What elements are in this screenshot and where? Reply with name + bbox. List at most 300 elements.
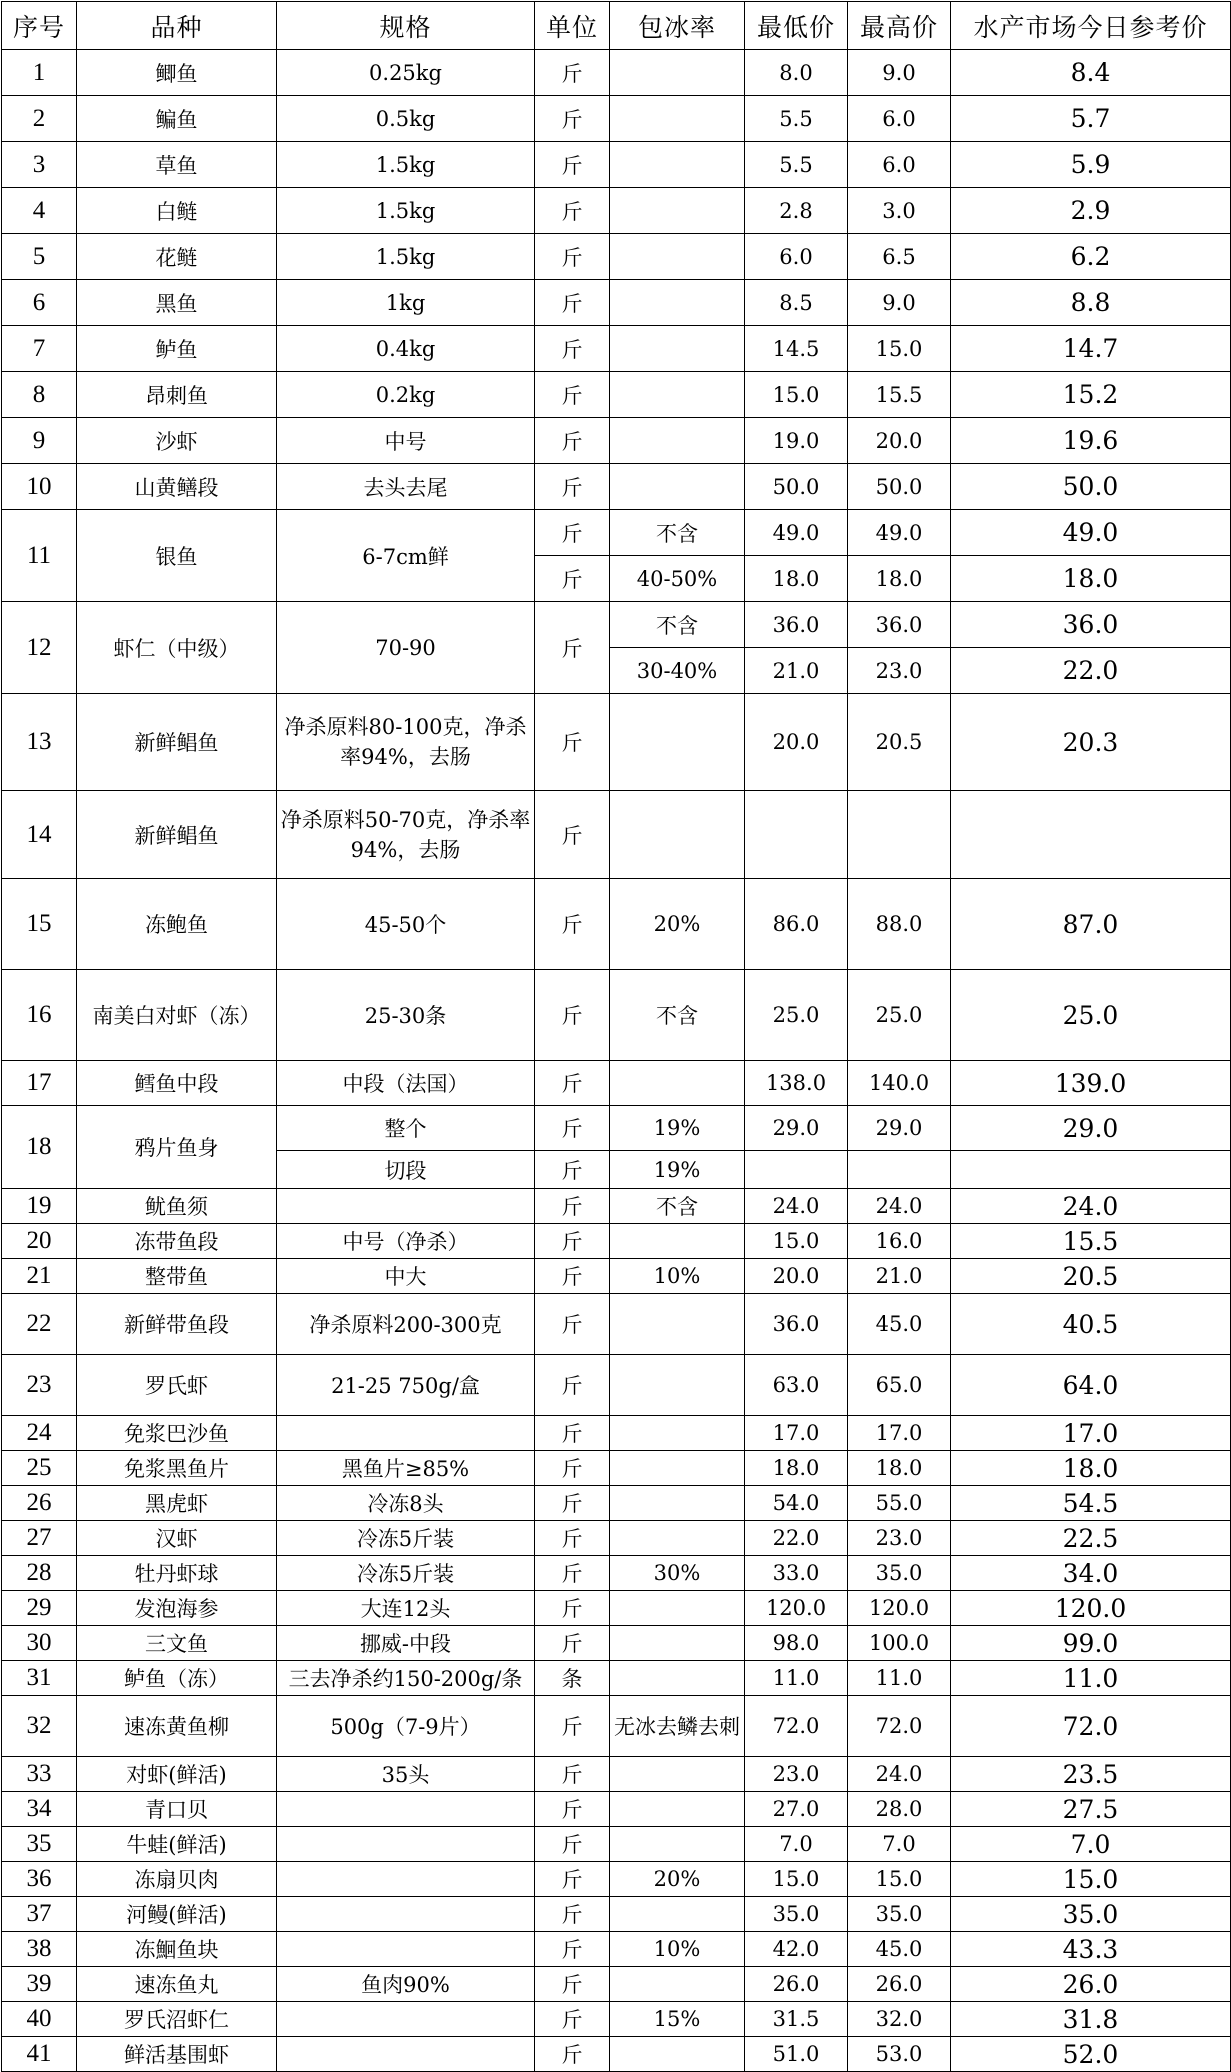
item-spec: 0.4kg bbox=[277, 326, 535, 372]
item-unit: 斤 bbox=[535, 1792, 610, 1827]
item-unit: 斤 bbox=[535, 1932, 610, 1967]
item-unit: 斤 bbox=[535, 1591, 610, 1626]
item-unit: 斤 bbox=[535, 1757, 610, 1792]
item-reference-price: 22.5 bbox=[951, 1521, 1231, 1556]
item-min-price: 17.0 bbox=[745, 1416, 848, 1451]
item-reference-price: 36.0 bbox=[951, 602, 1231, 648]
table-row bbox=[2, 1451, 1231, 1486]
item-min-price: 19.0 bbox=[745, 418, 848, 464]
row-number: 24 bbox=[2, 1416, 77, 1451]
item-unit: 斤 bbox=[535, 1061, 610, 1106]
item-ice-rate: 40-50% bbox=[610, 556, 745, 602]
item-spec: 1.5kg bbox=[277, 142, 535, 188]
item-min-price: 18.0 bbox=[745, 556, 848, 602]
item-max-price: 20.5 bbox=[848, 694, 951, 791]
item-unit: 斤 bbox=[535, 556, 610, 602]
item-name: 鱿鱼须 bbox=[77, 1189, 277, 1224]
item-max-price: 88.0 bbox=[848, 879, 951, 970]
item-ice-rate: 19% bbox=[610, 1151, 745, 1189]
item-reference-price: 8.4 bbox=[951, 50, 1231, 96]
item-spec bbox=[277, 2002, 535, 2037]
table-row bbox=[2, 1521, 1231, 1556]
item-unit: 斤 bbox=[535, 1355, 610, 1416]
item-ice-rate bbox=[610, 1294, 745, 1355]
item-reference-price: 87.0 bbox=[951, 879, 1231, 970]
item-reference-price: 5.7 bbox=[951, 96, 1231, 142]
item-name: 南美白对虾（冻） bbox=[77, 970, 277, 1061]
item-min-price: 36.0 bbox=[745, 602, 848, 648]
item-min-price: 24.0 bbox=[745, 1189, 848, 1224]
item-reference-price: 8.8 bbox=[951, 280, 1231, 326]
item-name: 鲫鱼 bbox=[77, 50, 277, 96]
item-unit: 斤 bbox=[535, 510, 610, 556]
row-number: 16 bbox=[2, 970, 77, 1061]
item-ice-rate bbox=[610, 1451, 745, 1486]
table-row bbox=[2, 1626, 1231, 1661]
table-row bbox=[2, 142, 1231, 188]
row-number: 18 bbox=[2, 1106, 77, 1189]
item-max-price: 18.0 bbox=[848, 1451, 951, 1486]
row-number: 17 bbox=[2, 1061, 77, 1106]
item-max-price: 9.0 bbox=[848, 280, 951, 326]
item-name: 新鲜鲳鱼 bbox=[77, 694, 277, 791]
item-max-price: 28.0 bbox=[848, 1792, 951, 1827]
item-name: 白鲢 bbox=[77, 188, 277, 234]
item-min-price: 18.0 bbox=[745, 1451, 848, 1486]
row-number: 23 bbox=[2, 1355, 77, 1416]
item-spec: 挪威-中段 bbox=[277, 1626, 535, 1661]
row-number: 22 bbox=[2, 1294, 77, 1355]
item-spec: 中号 bbox=[277, 418, 535, 464]
item-ice-rate: 10% bbox=[610, 1259, 745, 1294]
item-spec: 0.2kg bbox=[277, 372, 535, 418]
item-ice-rate: 30-40% bbox=[610, 648, 745, 694]
item-min-price: 14.5 bbox=[745, 326, 848, 372]
item-spec: 冷冻8头 bbox=[277, 1486, 535, 1521]
row-number: 39 bbox=[2, 1967, 77, 2002]
item-min-price: 15.0 bbox=[745, 1224, 848, 1259]
table-row bbox=[2, 1792, 1231, 1827]
item-min-price bbox=[745, 1151, 848, 1189]
item-reference-price: 15.2 bbox=[951, 372, 1231, 418]
item-reference-price: 11.0 bbox=[951, 1661, 1231, 1696]
price-table bbox=[1, 1, 1231, 2072]
item-reference-price: 34.0 bbox=[951, 1556, 1231, 1591]
item-spec: 0.25kg bbox=[277, 50, 535, 96]
item-unit: 斤 bbox=[535, 879, 610, 970]
item-ice-rate bbox=[610, 1355, 745, 1416]
item-spec bbox=[277, 1189, 535, 1224]
item-max-price: 25.0 bbox=[848, 970, 951, 1061]
item-max-price: 35.0 bbox=[848, 1897, 951, 1932]
item-reference-price: 52.0 bbox=[951, 2037, 1231, 2072]
item-name: 牛蛙(鲜活) bbox=[77, 1827, 277, 1862]
row-number: 29 bbox=[2, 1591, 77, 1626]
item-max-price: 23.0 bbox=[848, 1521, 951, 1556]
item-max-price: 72.0 bbox=[848, 1696, 951, 1757]
item-unit: 斤 bbox=[535, 1486, 610, 1521]
item-min-price: 36.0 bbox=[745, 1294, 848, 1355]
item-min-price: 8.5 bbox=[745, 280, 848, 326]
item-min-price: 29.0 bbox=[745, 1106, 848, 1151]
item-min-price: 21.0 bbox=[745, 648, 848, 694]
item-spec bbox=[277, 1897, 535, 1932]
table-row bbox=[2, 1294, 1231, 1355]
item-ice-rate bbox=[610, 142, 745, 188]
item-spec: 大连12头 bbox=[277, 1591, 535, 1626]
item-name: 免浆黑鱼片 bbox=[77, 1451, 277, 1486]
row-number: 28 bbox=[2, 1556, 77, 1591]
row-number: 13 bbox=[2, 694, 77, 791]
item-ice-rate bbox=[610, 96, 745, 142]
table-row bbox=[2, 1355, 1231, 1416]
item-name: 冻扇贝肉 bbox=[77, 1862, 277, 1897]
table-row bbox=[2, 326, 1231, 372]
item-spec: 中大 bbox=[277, 1259, 535, 1294]
row-number: 1 bbox=[2, 50, 77, 96]
item-max-price: 100.0 bbox=[848, 1626, 951, 1661]
header-row bbox=[2, 2, 1231, 50]
item-name: 发泡海参 bbox=[77, 1591, 277, 1626]
item-ice-rate: 不含 bbox=[610, 602, 745, 648]
table-row bbox=[2, 1967, 1231, 2002]
table-row bbox=[2, 188, 1231, 234]
item-min-price: 33.0 bbox=[745, 1556, 848, 1591]
item-reference-price: 27.5 bbox=[951, 1792, 1231, 1827]
item-reference-price: 50.0 bbox=[951, 464, 1231, 510]
item-reference-price: 18.0 bbox=[951, 1451, 1231, 1486]
item-unit: 斤 bbox=[535, 234, 610, 280]
item-spec: 1kg bbox=[277, 280, 535, 326]
item-ice-rate bbox=[610, 1661, 745, 1696]
item-spec bbox=[277, 1862, 535, 1897]
item-reference-price: 35.0 bbox=[951, 1897, 1231, 1932]
table-row bbox=[2, 1862, 1231, 1897]
item-spec: 鱼肉90% bbox=[277, 1967, 535, 2002]
item-spec: 三去净杀约150-200g/条 bbox=[277, 1661, 535, 1696]
item-unit: 斤 bbox=[535, 1626, 610, 1661]
item-min-price: 35.0 bbox=[745, 1897, 848, 1932]
item-reference-price: 22.0 bbox=[951, 648, 1231, 694]
item-ice-rate: 19% bbox=[610, 1106, 745, 1151]
item-reference-price: 49.0 bbox=[951, 510, 1231, 556]
item-ice-rate: 不含 bbox=[610, 970, 745, 1061]
item-unit: 斤 bbox=[535, 1189, 610, 1224]
item-max-price: 20.0 bbox=[848, 418, 951, 464]
item-reference-price: 7.0 bbox=[951, 1827, 1231, 1862]
item-reference-price: 20.3 bbox=[951, 694, 1231, 791]
row-number: 2 bbox=[2, 96, 77, 142]
item-min-price: 5.5 bbox=[745, 96, 848, 142]
item-reference-price: 99.0 bbox=[951, 1626, 1231, 1661]
table-row bbox=[2, 1897, 1231, 1932]
item-max-price bbox=[848, 791, 951, 879]
item-spec: 冷冻5斤装 bbox=[277, 1556, 535, 1591]
item-min-price: 6.0 bbox=[745, 234, 848, 280]
item-ice-rate bbox=[610, 1626, 745, 1661]
item-ice-rate bbox=[610, 1967, 745, 2002]
item-ice-rate: 30% bbox=[610, 1556, 745, 1591]
item-reference-price: 20.5 bbox=[951, 1259, 1231, 1294]
item-reference-price: 54.5 bbox=[951, 1486, 1231, 1521]
item-name: 对虾(鲜活) bbox=[77, 1757, 277, 1792]
item-spec: 35头 bbox=[277, 1757, 535, 1792]
item-spec: 切段 bbox=[277, 1151, 535, 1189]
item-reference-price: 19.6 bbox=[951, 418, 1231, 464]
item-min-price: 20.0 bbox=[745, 694, 848, 791]
row-number: 20 bbox=[2, 1224, 77, 1259]
row-number: 15 bbox=[2, 879, 77, 970]
item-reference-price: 5.9 bbox=[951, 142, 1231, 188]
item-reference-price: 26.0 bbox=[951, 1967, 1231, 2002]
row-number: 41 bbox=[2, 2037, 77, 2072]
item-name: 免浆巴沙鱼 bbox=[77, 1416, 277, 1451]
row-number: 35 bbox=[2, 1827, 77, 1862]
item-max-price: 6.5 bbox=[848, 234, 951, 280]
item-reference-price: 24.0 bbox=[951, 1189, 1231, 1224]
table-row bbox=[2, 879, 1231, 970]
item-reference-price: 2.9 bbox=[951, 188, 1231, 234]
item-spec: 净杀原料200-300克 bbox=[277, 1294, 535, 1355]
table-row bbox=[2, 464, 1231, 510]
table-row bbox=[2, 372, 1231, 418]
item-reference-price bbox=[951, 791, 1231, 879]
item-unit: 斤 bbox=[535, 1224, 610, 1259]
row-number: 36 bbox=[2, 1862, 77, 1897]
item-min-price: 98.0 bbox=[745, 1626, 848, 1661]
item-max-price: 45.0 bbox=[848, 1932, 951, 1967]
item-min-price: 72.0 bbox=[745, 1696, 848, 1757]
table-row bbox=[2, 2037, 1231, 2072]
item-name: 冻鲍鱼 bbox=[77, 879, 277, 970]
item-min-price: 50.0 bbox=[745, 464, 848, 510]
item-max-price: 50.0 bbox=[848, 464, 951, 510]
item-max-price: 18.0 bbox=[848, 556, 951, 602]
item-reference-price: 139.0 bbox=[951, 1061, 1231, 1106]
item-unit: 斤 bbox=[535, 1416, 610, 1451]
item-max-price bbox=[848, 1151, 951, 1189]
row-number: 14 bbox=[2, 791, 77, 879]
table-row bbox=[2, 791, 1231, 879]
item-ice-rate: 不含 bbox=[610, 510, 745, 556]
item-min-price: 54.0 bbox=[745, 1486, 848, 1521]
row-number: 9 bbox=[2, 418, 77, 464]
item-spec: 500g（7-9片） bbox=[277, 1696, 535, 1757]
item-min-price: 25.0 bbox=[745, 970, 848, 1061]
item-max-price: 15.0 bbox=[848, 326, 951, 372]
item-min-price: 15.0 bbox=[745, 372, 848, 418]
row-number: 31 bbox=[2, 1661, 77, 1696]
item-min-price: 15.0 bbox=[745, 1862, 848, 1897]
item-min-price: 8.0 bbox=[745, 50, 848, 96]
table-row bbox=[2, 234, 1231, 280]
table-row bbox=[2, 2002, 1231, 2037]
item-spec: 中号（净杀） bbox=[277, 1224, 535, 1259]
item-unit: 斤 bbox=[535, 1967, 610, 2002]
item-ice-rate: 无冰去鳞去刺 bbox=[610, 1696, 745, 1757]
table-row bbox=[2, 1416, 1231, 1451]
table-row bbox=[2, 1661, 1231, 1696]
item-min-price: 86.0 bbox=[745, 879, 848, 970]
item-name: 草鱼 bbox=[77, 142, 277, 188]
item-ice-rate: 15% bbox=[610, 2002, 745, 2037]
item-unit: 斤 bbox=[535, 418, 610, 464]
item-name: 鳕鱼中段 bbox=[77, 1061, 277, 1106]
item-unit: 斤 bbox=[535, 2037, 610, 2072]
item-max-price: 24.0 bbox=[848, 1189, 951, 1224]
item-max-price: 26.0 bbox=[848, 1967, 951, 2002]
item-unit: 斤 bbox=[535, 50, 610, 96]
row-number: 25 bbox=[2, 1451, 77, 1486]
table-row bbox=[2, 1757, 1231, 1792]
item-unit: 斤 bbox=[535, 1521, 610, 1556]
header-unit: 单位 bbox=[535, 2, 610, 50]
header-ice-rate: 包冰率 bbox=[610, 2, 745, 50]
item-ice-rate: 10% bbox=[610, 1932, 745, 1967]
item-ice-rate bbox=[610, 1792, 745, 1827]
item-name: 银鱼 bbox=[77, 510, 277, 602]
item-max-price: 65.0 bbox=[848, 1355, 951, 1416]
item-spec: 黑鱼片≥85% bbox=[277, 1451, 535, 1486]
item-reference-price: 15.0 bbox=[951, 1862, 1231, 1897]
table-row bbox=[2, 1106, 1231, 1151]
item-spec: 1.5kg bbox=[277, 234, 535, 280]
item-ice-rate: 20% bbox=[610, 879, 745, 970]
item-max-price: 35.0 bbox=[848, 1556, 951, 1591]
item-ice-rate bbox=[610, 280, 745, 326]
item-ice-rate bbox=[610, 1416, 745, 1451]
item-name: 鲈鱼 bbox=[77, 326, 277, 372]
item-max-price: 6.0 bbox=[848, 142, 951, 188]
item-unit: 斤 bbox=[535, 326, 610, 372]
item-min-price: 7.0 bbox=[745, 1827, 848, 1862]
item-spec: 净杀原料80-100克，净杀率94%，去肠 bbox=[277, 694, 535, 791]
item-spec: 21-25 750g/盒 bbox=[277, 1355, 535, 1416]
item-spec: 冷冻5斤装 bbox=[277, 1521, 535, 1556]
item-name: 河鳗(鲜活) bbox=[77, 1897, 277, 1932]
table-row bbox=[2, 602, 1231, 648]
item-max-price: 55.0 bbox=[848, 1486, 951, 1521]
table-row bbox=[2, 1932, 1231, 1967]
row-number: 21 bbox=[2, 1259, 77, 1294]
item-name: 虾仁（中级） bbox=[77, 602, 277, 694]
table-row bbox=[2, 694, 1231, 791]
row-number: 30 bbox=[2, 1626, 77, 1661]
table-row bbox=[2, 1827, 1231, 1862]
item-reference-price: 31.8 bbox=[951, 2002, 1231, 2037]
item-max-price: 49.0 bbox=[848, 510, 951, 556]
row-number: 3 bbox=[2, 142, 77, 188]
item-unit: 斤 bbox=[535, 280, 610, 326]
item-max-price: 23.0 bbox=[848, 648, 951, 694]
item-unit: 斤 bbox=[535, 970, 610, 1061]
item-min-price: 138.0 bbox=[745, 1061, 848, 1106]
item-name: 沙虾 bbox=[77, 418, 277, 464]
item-name: 新鲜鲳鱼 bbox=[77, 791, 277, 879]
item-max-price: 36.0 bbox=[848, 602, 951, 648]
item-name: 鸦片鱼身 bbox=[77, 1106, 277, 1189]
item-ice-rate bbox=[610, 372, 745, 418]
item-ice-rate bbox=[610, 464, 745, 510]
header-no: 序号 bbox=[2, 2, 77, 50]
item-unit: 斤 bbox=[535, 1556, 610, 1591]
item-ice-rate bbox=[610, 791, 745, 879]
item-unit: 斤 bbox=[535, 1827, 610, 1862]
item-ice-rate bbox=[610, 1897, 745, 1932]
item-reference-price: 120.0 bbox=[951, 1591, 1231, 1626]
header-name: 品种 bbox=[77, 2, 277, 50]
item-name: 罗氏沼虾仁 bbox=[77, 2002, 277, 2037]
item-unit: 斤 bbox=[535, 1151, 610, 1189]
item-name: 青口贝 bbox=[77, 1792, 277, 1827]
item-max-price: 32.0 bbox=[848, 2002, 951, 2037]
item-spec bbox=[277, 1792, 535, 1827]
item-unit: 斤 bbox=[535, 372, 610, 418]
item-ice-rate bbox=[610, 234, 745, 280]
item-ice-rate bbox=[610, 418, 745, 464]
item-spec: 6-7cm鲜 bbox=[277, 510, 535, 602]
item-min-price: 2.8 bbox=[745, 188, 848, 234]
item-unit: 斤 bbox=[535, 1106, 610, 1151]
item-unit: 斤 bbox=[535, 694, 610, 791]
table-row bbox=[2, 50, 1231, 96]
row-number: 32 bbox=[2, 1696, 77, 1757]
row-number: 26 bbox=[2, 1486, 77, 1521]
item-name: 冻带鱼段 bbox=[77, 1224, 277, 1259]
row-number: 5 bbox=[2, 234, 77, 280]
item-min-price: 63.0 bbox=[745, 1355, 848, 1416]
item-max-price: 120.0 bbox=[848, 1591, 951, 1626]
row-number: 19 bbox=[2, 1189, 77, 1224]
item-max-price: 11.0 bbox=[848, 1661, 951, 1696]
table-row bbox=[2, 1556, 1231, 1591]
item-reference-price bbox=[951, 1151, 1231, 1189]
item-reference-price: 40.5 bbox=[951, 1294, 1231, 1355]
item-ice-rate bbox=[610, 1757, 745, 1792]
item-spec: 25-30条 bbox=[277, 970, 535, 1061]
item-name: 整带鱼 bbox=[77, 1259, 277, 1294]
table-row bbox=[2, 1189, 1231, 1224]
item-spec: 45-50个 bbox=[277, 879, 535, 970]
item-reference-price: 43.3 bbox=[951, 1932, 1231, 1967]
item-spec: 0.5kg bbox=[277, 96, 535, 142]
item-min-price: 120.0 bbox=[745, 1591, 848, 1626]
item-unit: 斤 bbox=[535, 188, 610, 234]
item-min-price: 22.0 bbox=[745, 1521, 848, 1556]
row-number: 40 bbox=[2, 2002, 77, 2037]
item-unit: 斤 bbox=[535, 142, 610, 188]
table-row bbox=[2, 1259, 1231, 1294]
row-number: 27 bbox=[2, 1521, 77, 1556]
item-unit: 斤 bbox=[535, 602, 610, 694]
table-row bbox=[2, 1591, 1231, 1626]
row-number: 8 bbox=[2, 372, 77, 418]
item-spec bbox=[277, 1932, 535, 1967]
item-name: 牡丹虾球 bbox=[77, 1556, 277, 1591]
item-unit: 斤 bbox=[535, 1897, 610, 1932]
item-spec: 70-90 bbox=[277, 602, 535, 694]
item-ice-rate: 20% bbox=[610, 1862, 745, 1897]
header-spec: 规格 bbox=[277, 2, 535, 50]
item-spec: 中段（法国） bbox=[277, 1061, 535, 1106]
item-name: 冻鮰鱼块 bbox=[77, 1932, 277, 1967]
item-max-price: 15.5 bbox=[848, 372, 951, 418]
item-min-price: 42.0 bbox=[745, 1932, 848, 1967]
item-reference-price: 29.0 bbox=[951, 1106, 1231, 1151]
item-ice-rate bbox=[610, 1224, 745, 1259]
item-reference-price: 72.0 bbox=[951, 1696, 1231, 1757]
item-reference-price: 23.5 bbox=[951, 1757, 1231, 1792]
